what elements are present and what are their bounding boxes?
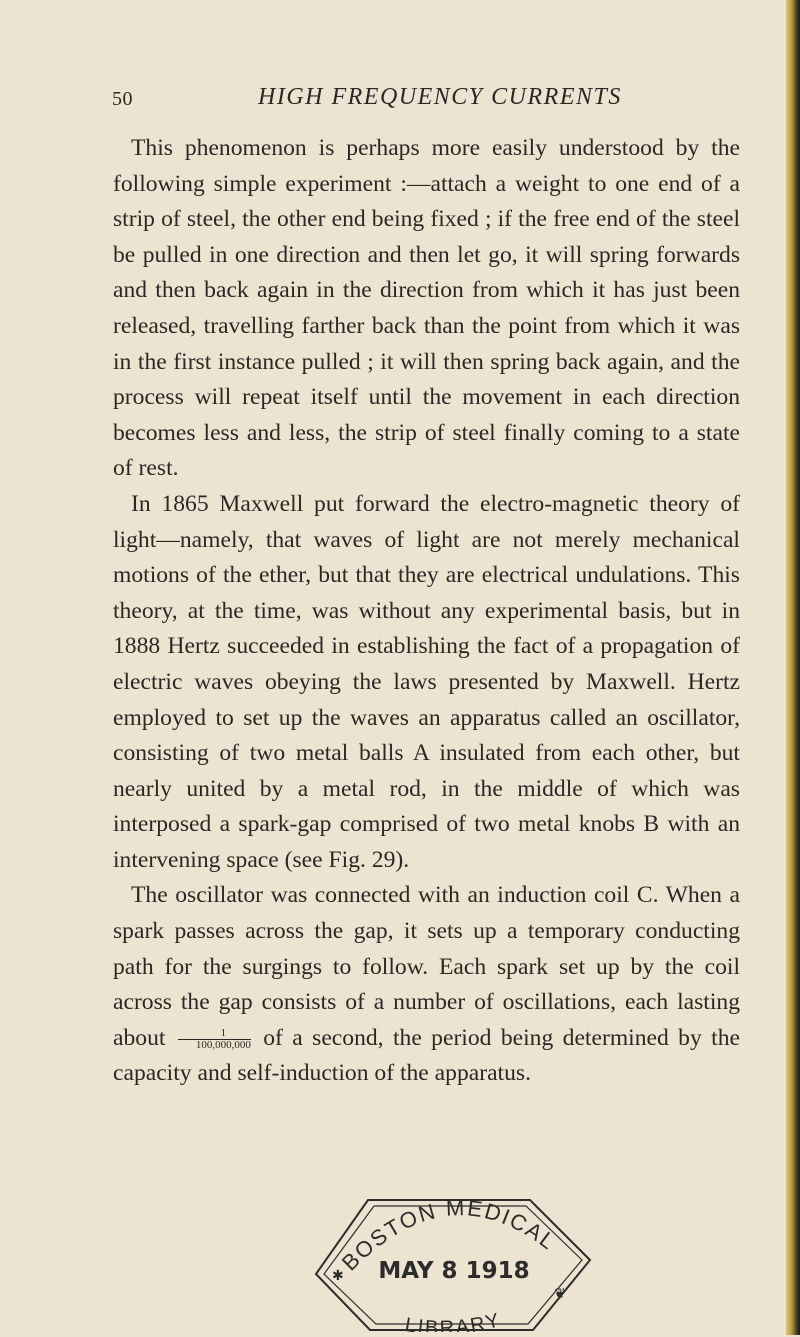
page-edge-shadow <box>786 0 800 1335</box>
paragraph-3 <box>113 878 740 1092</box>
paragraph-2: In 1865 Maxwell put forward the electro-magnetic theory of light—namely, that waves of light are not merely mechanical motions of the ether, but that they are electrical undulations. This theory, at the time, was without any experimental basis, but in 1888 Hertz succeeded in establishing the fact of a propagation of electric waves obeying the laws presented by Maxwell. Hertz employed to set up the waves an apparatus called an oscillator, consisting of two metal balls A insulated from each other, but nearly united by a metal rod, in the middle of which was interposed a spark-gap comprised of two metal knobs B with an intervening space (see Fig. 29). <box>113 490 740 873</box>
paragraph-3-end: of a second, the period being determined by the capacity and self-induction of the apparatus. <box>113 1024 740 1087</box>
fraction <box>178 1028 251 1051</box>
stamp-top-arc: BOSTON MEDICAL <box>336 1195 562 1276</box>
paragraph-1: This phenomenon is perhaps more easily understood by the following simple experiment :—attach a weight to one end of a strip of steel, the other end being fixed ; if the free end of the steel be pulled in one direction and then let go, it will spring forwards and then back again in the direction from which it has just been released, travelling farther back than the point from which it was in the first instance pulled ; it will then spring back again, and the process will repeat itself until the movement in each direction becomes less and less, the strip of steel finally coming to a state of rest. <box>113 135 740 482</box>
fraction-denominator: 100,000,000 <box>195 1038 251 1051</box>
library-stamp <box>308 1162 598 1332</box>
star-icon: ✱ <box>332 1269 344 1284</box>
paragraph-3-start: The oscillator was connected with an induction coil C. When a spark passes across the gap, it sets up a temporary conducting path for the surgings to follow. Each spark set up by the coil across the gap consists of a number of oscillations, each lasting about <box>113 882 740 1051</box>
fraction-numerator: 1 <box>178 1028 251 1040</box>
leaf-icon: ❦ <box>554 1287 566 1302</box>
stamp-bottom-arc: LIBRARY <box>403 1308 504 1332</box>
stamp-date: MAY 8 1918 <box>378 1258 530 1284</box>
body-text <box>113 131 740 1092</box>
page-number: 50 <box>112 88 133 110</box>
running-title: HIGH FREQUENCY CURRENTS <box>258 84 622 110</box>
